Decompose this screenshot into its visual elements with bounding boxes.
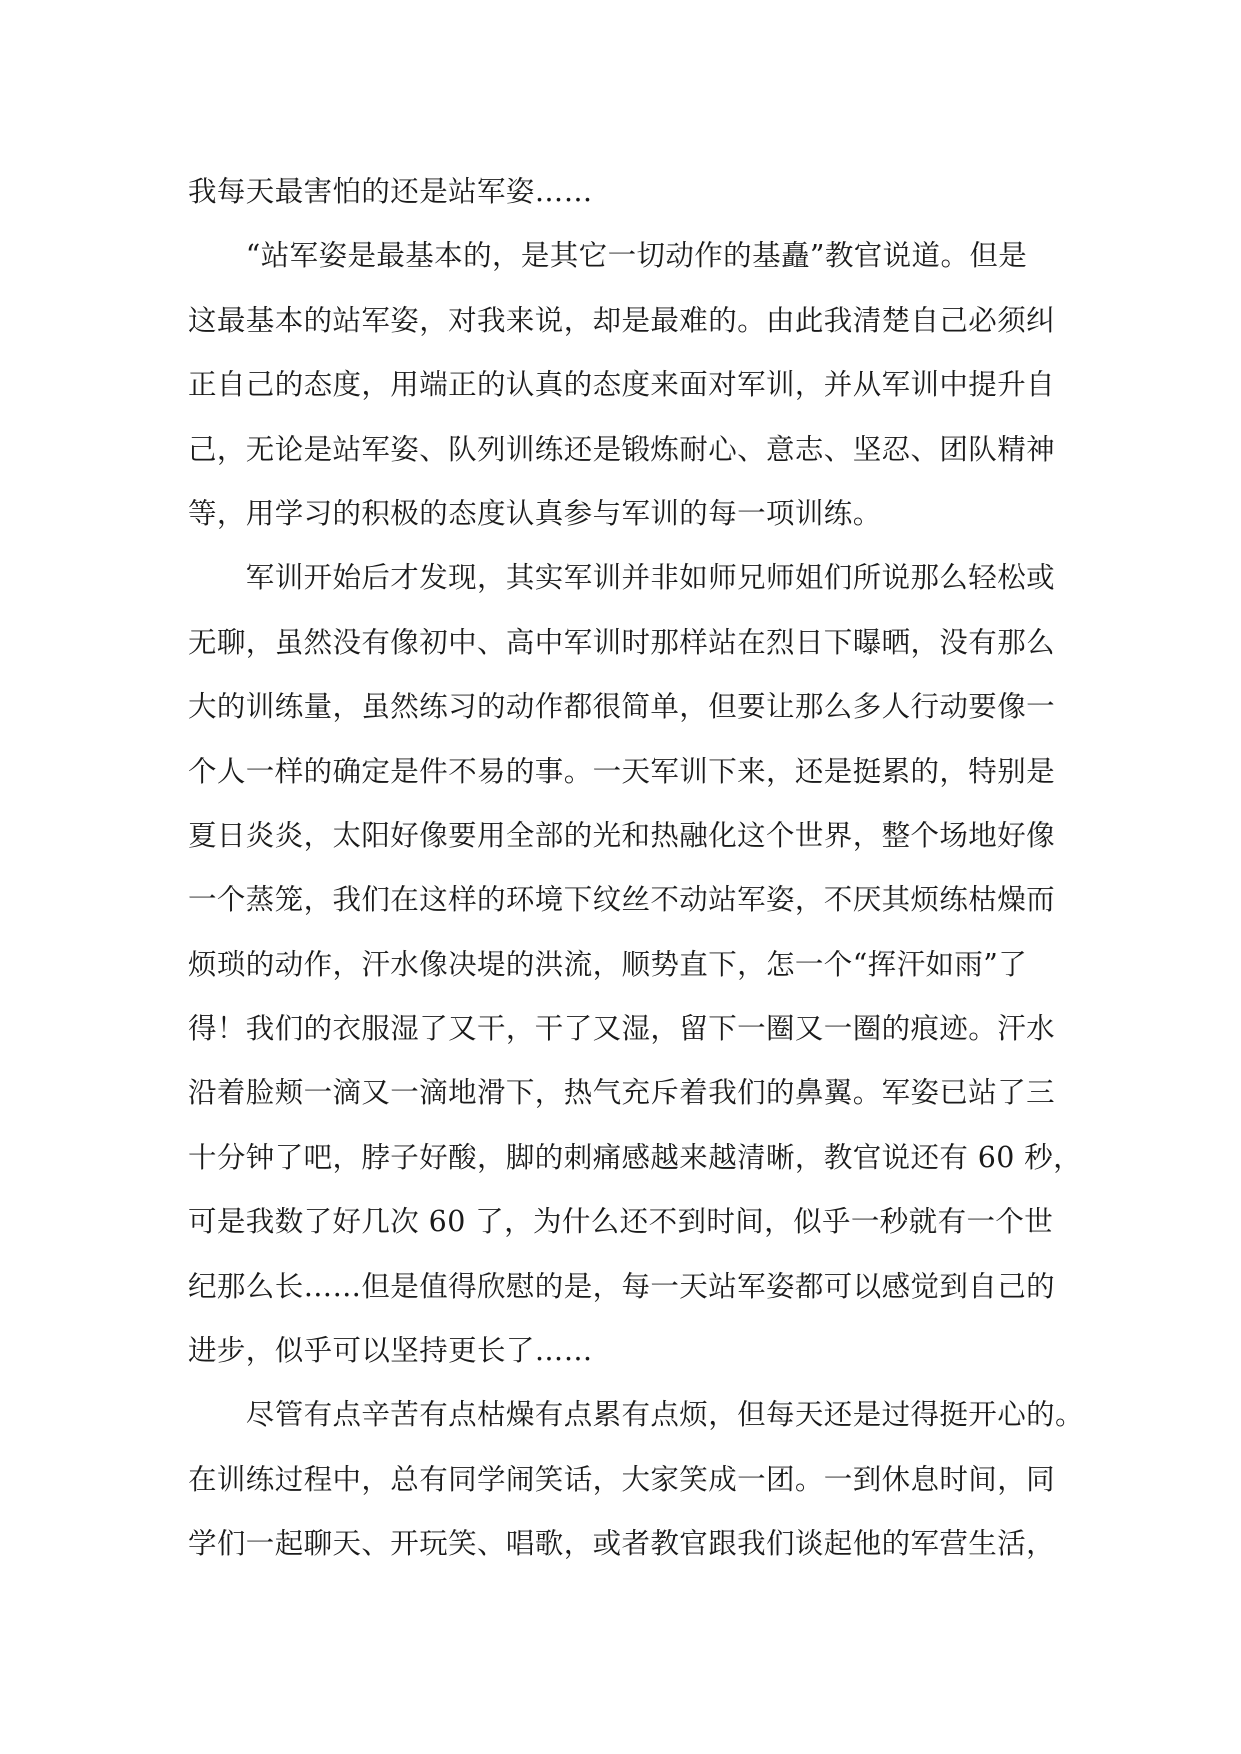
text-line: 学们一起聊天、开玩笑、唱歌，或者教官跟我们谈起他的军营生活，: [188, 1527, 1056, 1561]
text-line: 纪那么长……但是值得欣慰的是，每一天站军姿都可以感觉到自己的: [188, 1269, 1056, 1303]
text-line: 十分钟了吧，脖子好酸，脚的刺痛感越来越清晰，教官说还有 60 秒，: [188, 1140, 1083, 1174]
text-line: 可是我数了好几次 60 了，为什么还不到时间，似乎一秒就有一个世: [188, 1205, 1054, 1239]
text-line: 个人一样的确定是件不易的事。一天军训下来，还是挺累的，特别是: [188, 754, 1056, 788]
text-line: 己，无论是站军姿、队列训练还是锻炼耐心、意志、坚忍、团队精神: [188, 432, 1056, 466]
body-text: [188, 160, 1084, 1577]
text-line: 这最基本的站军姿，对我来说，却是最难的。由此我清楚自己必须纠: [188, 303, 1056, 337]
text-line: 无聊，虽然没有像初中、高中军训时那样站在烈日下曝晒，没有那么: [188, 625, 1056, 659]
text-line: 我每天最害怕的还是站军姿……: [188, 175, 593, 208]
text-line: 大的训练量，虽然练习的动作都很简单，但要让那么多人行动要像一: [188, 690, 1056, 724]
text-line: 沿着脸颊一滴又一滴地滑下，热气充斥着我们的鼻翼。军姿已站了三: [188, 1076, 1056, 1110]
text-line: “站军姿是最基本的，是其它一切动作的基矗”教官说道。但是: [188, 239, 1028, 273]
text-line: 尽管有点辛苦有点枯燥有点累有点烦，但每天还是过得挺开心的。: [188, 1398, 1084, 1432]
text-line: 等，用学习的积极的态度认真参与军训的每一项训练。: [188, 496, 882, 530]
text-line: 进步，似乎可以坚持更长了……: [188, 1334, 593, 1368]
text-line: 得！我们的衣服湿了又干，干了又湿，留下一圈又一圈的痕迹。汗水: [188, 1012, 1056, 1046]
text-line: 夏日炎炎，太阳好像要用全部的光和热融化这个世界，整个场地好像: [188, 818, 1056, 852]
text-line: 一个蒸笼，我们在这样的环境下纹丝不动站军姿，不厌其烦练枯燥而: [188, 883, 1056, 917]
text-line: 烦琐的动作，汗水像决堤的洪流，顺势直下，怎一个“挥汗如雨”了: [188, 947, 1028, 981]
text-line: 军训开始后才发现，其实军训并非如师兄师姐们所说那么轻松或: [188, 561, 1056, 595]
text-line: 正自己的态度，用端正的认真的态度来面对军训，并从军训中提升自: [188, 368, 1056, 402]
text-line: 在训练过程中，总有同学闹笑话，大家笑成一团。一到休息时间，同: [188, 1462, 1056, 1496]
